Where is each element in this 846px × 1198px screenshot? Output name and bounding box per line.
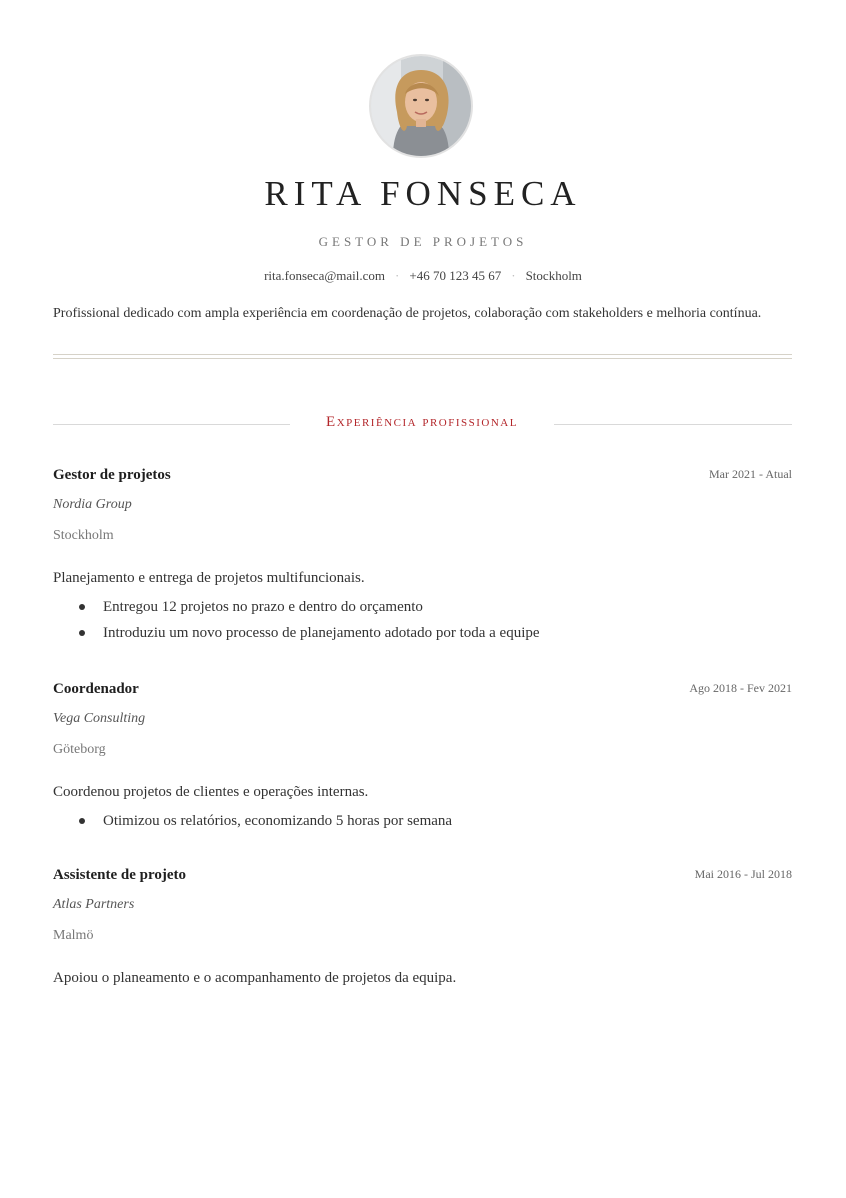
- job-city: Stockholm: [53, 528, 114, 543]
- achievement-text: Otimizou os relatórios, economizando 5 horas por semana: [103, 813, 453, 829]
- job-role: Coordenador: [53, 681, 139, 697]
- contact-phone: +46 70 123 45 67: [409, 268, 502, 283]
- experience-entry: [53, 681, 792, 846]
- job-city: Göteborg: [53, 742, 106, 757]
- bullet-icon: [79, 630, 85, 636]
- job-company: Atlas Partners: [53, 897, 135, 912]
- job-description: Coordenou projetos de clientes e operações internas.: [53, 784, 369, 800]
- contact-line: [0, 268, 846, 284]
- experience-entry: [53, 467, 792, 657]
- job-achievements: [53, 594, 540, 646]
- job-description: Planejamento e entrega de projetos multifuncionais.: [53, 570, 365, 586]
- candidate-title: GESTOR DE PROJETOS: [318, 234, 528, 249]
- portrait-image: [371, 56, 471, 156]
- achievement-item: [103, 808, 452, 834]
- job-dates: Mar 2021 - Atual: [709, 467, 792, 481]
- job-achievements: [53, 808, 452, 834]
- header-divider: [53, 354, 792, 359]
- job-company: Vega Consulting: [53, 711, 146, 726]
- bullet-icon: [79, 604, 85, 610]
- contact-separator: ·: [511, 268, 516, 283]
- profile-summary: Profissional dedicado com ampla experiência em coordenação de projetos, colaboração com stakeholders e melhoria contínua.: [53, 306, 762, 321]
- job-role: Gestor de projetos: [53, 467, 171, 483]
- job-dates: Ago 2018 - Fev 2021: [689, 681, 792, 695]
- bullet-icon: [79, 818, 85, 824]
- profile-photo: [369, 54, 473, 158]
- contact-location: Stockholm: [525, 268, 582, 283]
- experience-entry: [53, 867, 792, 997]
- job-company: Nordia Group: [53, 497, 132, 512]
- heading-rule-right: [554, 424, 792, 425]
- achievement-item: [103, 620, 540, 646]
- achievement-text: Entregou 12 projetos no prazo e dentro do orçamento: [103, 599, 423, 615]
- candidate-name: RITA FONSECA: [264, 174, 582, 213]
- achievement-text: Introduziu um novo processo de planejamento adotado por toda a equipe: [103, 625, 540, 641]
- experience-section-heading: [53, 414, 792, 438]
- achievement-item: [103, 594, 540, 620]
- job-city: Malmö: [53, 928, 94, 943]
- contact-email: rita.fonseca@mail.com: [264, 268, 386, 283]
- job-description: Apoiou o planeamento e o acompanhamento de projetos da equipa.: [53, 970, 457, 986]
- contact-separator: ·: [395, 268, 400, 283]
- heading-rule-left: [53, 424, 290, 425]
- experience-heading: Experiência profissional: [326, 414, 518, 430]
- job-dates: Mai 2016 - Jul 2018: [694, 867, 792, 881]
- job-role: Assistente de projeto: [53, 867, 187, 883]
